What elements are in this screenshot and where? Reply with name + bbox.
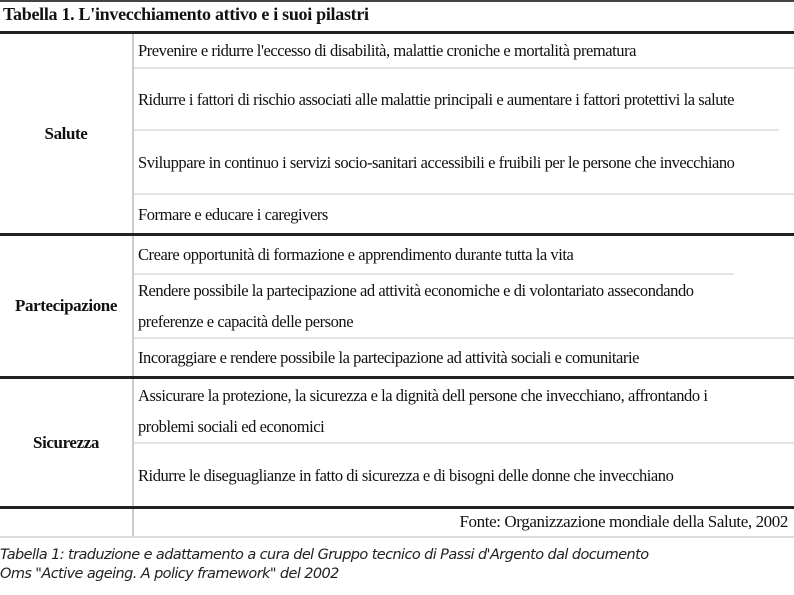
table-row: Prevenire e ridurre l'eccesso di disabilità, malattie croniche e mortalità prematura [138, 41, 636, 60]
group-partecipazione [0, 236, 794, 376]
top-rule [0, 0, 794, 2]
group-sicurezza [0, 379, 794, 506]
caption-line: Oms "Active ageing. A policy framework" del 2002 [0, 566, 339, 582]
table-row: Incoraggiare e rendere possibile la partecipazione ad attività sociali e comunitarie [134, 337, 794, 376]
table-row: Sviluppare in continuo i servizi socio-sanitari accessibili e fruibili per le persone che invecchiano [134, 129, 779, 193]
table-row: Creare opportunità di formazione e apprendimento durante tutta la vita [138, 245, 574, 264]
source-row [0, 509, 794, 537]
table-row: Formare e educare i caregivers [134, 193, 794, 233]
group-salute [0, 34, 794, 233]
bottom-rule [0, 536, 794, 538]
source-text: Fonte: Organizzazione mondiale della Salute, 2002 [459, 512, 788, 531]
table-title: Tabella 1. L'invecchiamento attivo e i suoi pilastri [3, 4, 369, 24]
group-label: Sicurezza [33, 432, 99, 452]
caption-line: Tabella 1: traduzione e adattamento a cura del Gruppo tecnico di Passi d'Argento dal documento [0, 547, 649, 563]
table-row: Ridurre i fattori di rischio associati alle malattie principali e aumentare i fattori protettivi la salute [134, 67, 794, 129]
table-row: Assicurare la protezione, la sicurezza e la dignità dell persone che invecchiano, affrontando i problemi sociali ed economici [138, 385, 708, 436]
table-row: Rendere possibile la partecipazione ad attività economiche e di volontariato assecondando preferenze e capacità delle persone [134, 273, 734, 337]
group-label: Partecipazione [14, 296, 118, 315]
column-divider [132, 509, 134, 537]
table-row: Ridurre le diseguaglianze in fatto di sicurezza e di bisogni delle donne che invecchiano [134, 442, 794, 506]
group-label: Salute [44, 123, 88, 143]
table-caption [0, 546, 794, 584]
